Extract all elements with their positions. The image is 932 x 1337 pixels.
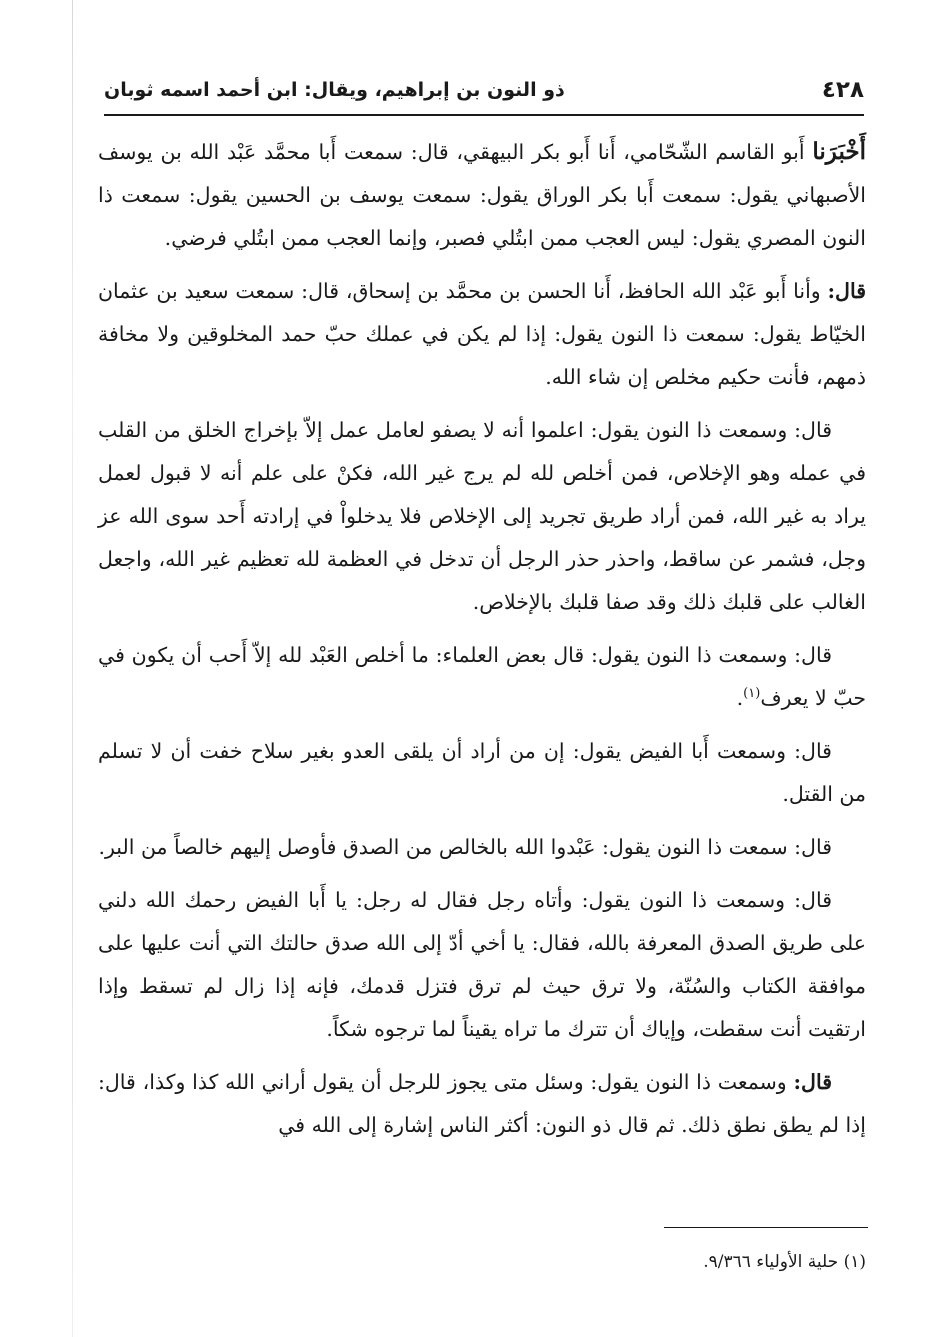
paragraph-text: وأنا أَبو عَبْد الله الحافظ، أَنا الحسن بن محمَّد بن إسحاق، قال: سمعت سعيد بن عثمان الخيّاط يقول: سمعت ذا النون يقول: إذا لم يكن في عملك حبّ حمد المخلوقين ولا مخافة ذمهم، فأنت حكيم مخلص إن شاء الله. [98,279,866,389]
footnote-reference[interactable]: (١) [743,686,761,702]
page-header [104,66,864,114]
paragraph-5 [98,730,866,816]
paragraph-3 [98,409,866,624]
paragraph-text: أَبو القاسم الشّحّامي، أَنا أَبو بكر البيهقي، قال: سمعت أَبا محمَّد عَبْد الله بن يوسف الأصبهاني يقول: سمعت أَبا بكر الوراق يقول: سمعت يوسف بن الحسين يقول: سمعت ذا النون المصري يقول: ليس العجب ممن ابتُلي فصبر، وإنما العجب ممن ابتُلي فرضي. [98,140,866,250]
body-text [98,130,866,1157]
paragraph-text: قال: وسمعت ذا النون يقول: اعلموا أنه لا يصفو لعامل عمل إلاّ بإخراج الخلق من القلب في عمله وهو الإخلاص، فمن أخلص لله لم يرج غير الله، فكنْ على علم أنه لا قبول لعمل يراد به غير الله، فمن أراد طريق تجريد إلى الإخلاص فلا يدخلواْ في إرادته أَحد سوى الله عز وجل، فشمر عن ساقط، واحذر حذر الرجل أن تدخل في العظمة لله تعظيم غير الله، واجعل الغالب على قلبك ذلك وقد صفا قلبك بالإخلاص. [98,418,866,614]
paragraph-4 [98,634,866,720]
paragraph-1 [98,130,866,260]
paragraph-text: قال: وسمعت أَبا الفيض يقول: إن من أراد أن يلقى العدو بغير سلاح خفت أن لا تسلم من القتل. [98,739,866,806]
paragraph-text: قال: وسمعت ذا النون يقول: قال بعض العلماء: ما أخلص العَبْد لله إلاّ أَحب أن يكون في حبّ لا يعرف [98,643,866,710]
footnote-number: (١) [843,1252,866,1272]
header-rule [104,114,864,116]
scan-edge-line [72,0,73,1337]
paragraph-text: وسمعت ذا النون يقول: وسئل متى يجوز للرجل أن يقول أراني الله كذا وكذا، قال: إذا لم يطق نطق ذلك. ثم قال ذو النون: أكثر الناس إشارة إلى الله في [98,1070,866,1137]
paragraph-text: قال: وسمعت ذا النون يقول: وأتاه رجل فقال له رجل: يا أَبا الفيض رحمك الله دلني على طريق الصدق المعرفة بالله، فقال: يا أخي أدّ إلى الله صدق حالتك التي أنت عليها على موافقة الكتاب والسُنّة، ولا ترق حيث لم ترق فتزل قدمك، فإنه إذا زال لم تسقط وإذا ارتقيت أنت سقطت، وإياك أن تترك ما تراه يقيناً لما ترجوه شكاً. [98,888,866,1041]
lead-word: قال: [793,1070,832,1094]
running-title: ذو النون بن إبراهيم، ويقال: ابن أحمد اسمه ثوبان [104,79,565,101]
paragraph-6 [98,826,866,869]
page-number: ٤٢٨ [821,77,864,103]
footnote [703,1248,866,1276]
paragraph-7 [98,879,866,1051]
lead-word: قال: [827,279,866,303]
footnote-rule [664,1227,868,1228]
lead-word: أَخْبَرَنا [812,138,866,165]
paragraph-text: قال: سمعت ذا النون يقول: عَبْدوا الله بالخالص من الصدق فأوصل إليهم خالصاً من البر. [98,835,832,859]
paragraph-8 [98,1061,866,1147]
paragraph-end: . [736,686,744,710]
paragraph-2 [98,270,866,399]
footnote-text: حلية الأولياء ٩/٣٦٦. [703,1252,839,1272]
